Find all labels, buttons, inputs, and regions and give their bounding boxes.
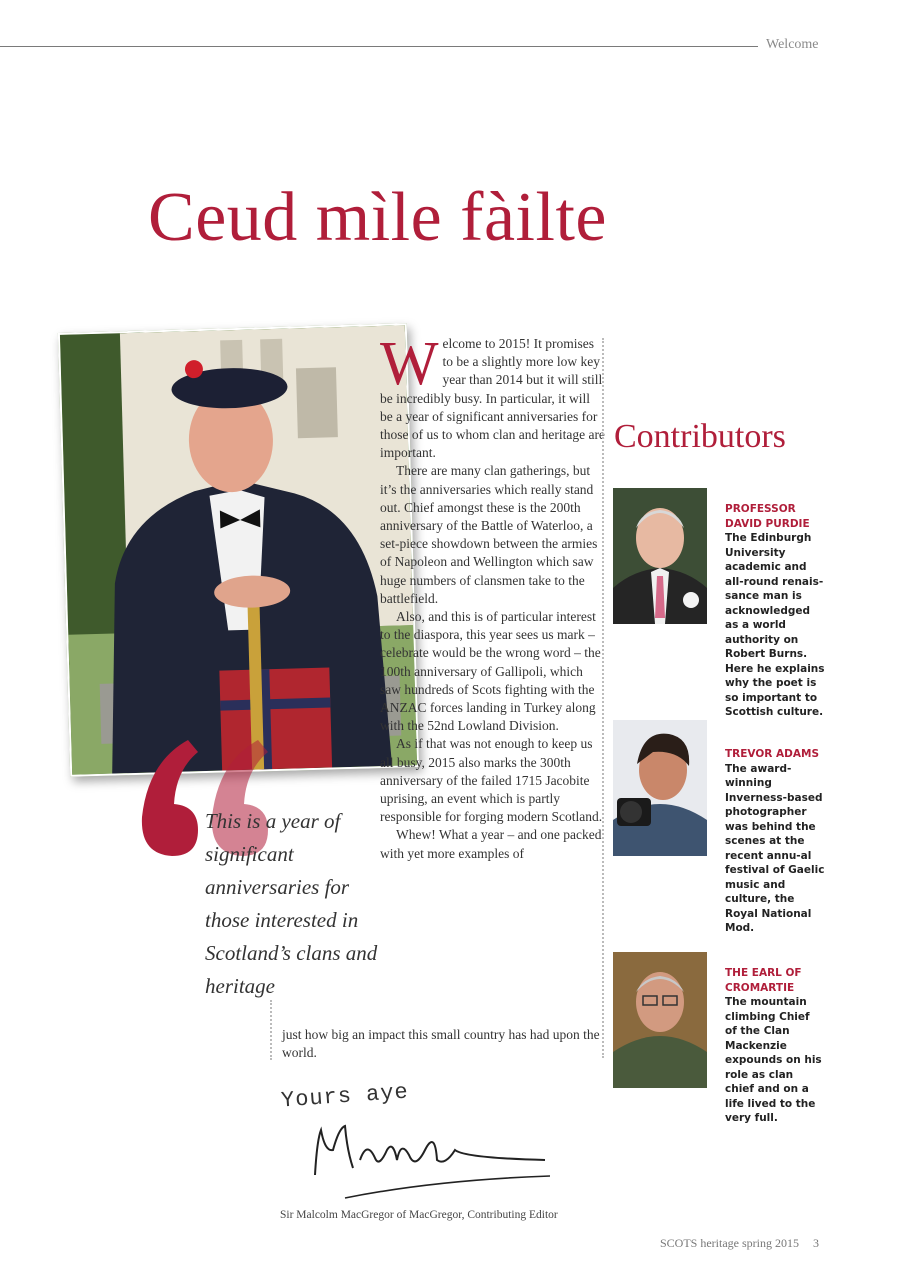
contributors-heading: Contributors	[614, 418, 786, 455]
contributor-bio: The award-winning Inverness-based photographer was behind the scenes at the recent annu-al festival of Gaelic music and culture, the Royal National Mod.	[725, 762, 825, 934]
page-number: 3	[813, 1236, 819, 1250]
header-rule	[0, 46, 758, 47]
signature-caption: Sir Malcolm MacGregor of MacGregor, Contributing Editor	[280, 1209, 558, 1221]
contributor-bio: The mountain climbing Chief of the Clan Mackenzie expounds on his role as clan chief and on a life lived to the very full.	[725, 996, 822, 1124]
paragraph-2: There are many clan gatherings, but it’s the anniversaries which really stand out. Chief amongst these is the 200th anniversary of the Battle of Waterloo, a set-piece showdown between the armies of Napoleon and Wellington which saw huge numbers of clansmen take to the battlefield.	[380, 463, 598, 606]
paragraph-3: Also, and this is of particular interest to the diaspora, this year sees us mark – celebrate would be the wrong word – the 100th anniversary of Gallipoli, which saw hundreds of Scots fighting with the ANZAC forces landing in Turkey along with the 52nd Lowland Division.	[380, 609, 601, 734]
signature-typed: Yours aye	[280, 1079, 410, 1114]
pull-quote: This is a year of significant anniversaries for those interested in Scotland’s clans and heritage	[205, 809, 378, 998]
signature-block	[275, 1080, 595, 1200]
paragraph-5-start: Whew! What a year – and one packed with yet more examples of	[380, 827, 602, 861]
contributor-photo-adams	[613, 720, 707, 856]
article-body	[380, 330, 605, 863]
footer-folio: SCOTS heritage spring 2015	[660, 1236, 799, 1250]
section-label: Welcome	[766, 37, 819, 52]
column-divider-small	[270, 1000, 272, 1060]
contributor-3	[725, 966, 825, 1126]
paragraph-1: Welcome to 2015! It promises to be a slightly more low key year than 2014 but it will still be incredibly busy. In particular, it will be a year of significant anniversaries for those of us to whom clan and heritage are important.	[380, 330, 605, 461]
contributor-bio: The Edinburgh University academic and all-round renais-sance man is acknowledged as a world authority on Robert Burns. Here he explains why the poet is so important to Scottish culture.	[725, 532, 825, 718]
chief-photo	[58, 323, 419, 777]
contributor-photo-cromartie	[613, 952, 707, 1088]
contributor-1	[725, 502, 825, 720]
column-divider	[602, 338, 604, 1058]
contributor-name: THE EARL OF CROMARTIE	[725, 967, 802, 994]
paragraph-4: As if that was not enough to keep us all busy, 2015 also marks the 300th anniversary of the failed 1715 Jacobite uprising, an event which is partly responsible for forging modern Scotland.	[380, 736, 603, 825]
contributor-2	[725, 747, 825, 936]
contributor-name: PROFESSOR DAVID PURDIE	[725, 503, 810, 530]
page-title: Ceud mìle fàilte	[148, 179, 607, 256]
signature-icon	[275, 1080, 595, 1200]
contributor-name: TREVOR ADAMS	[725, 748, 820, 760]
paragraph-5-end: just how big an impact this small country has had upon the world.	[282, 1027, 600, 1061]
contributor-photo-purdie	[613, 488, 707, 624]
drop-cap: W	[380, 330, 439, 398]
